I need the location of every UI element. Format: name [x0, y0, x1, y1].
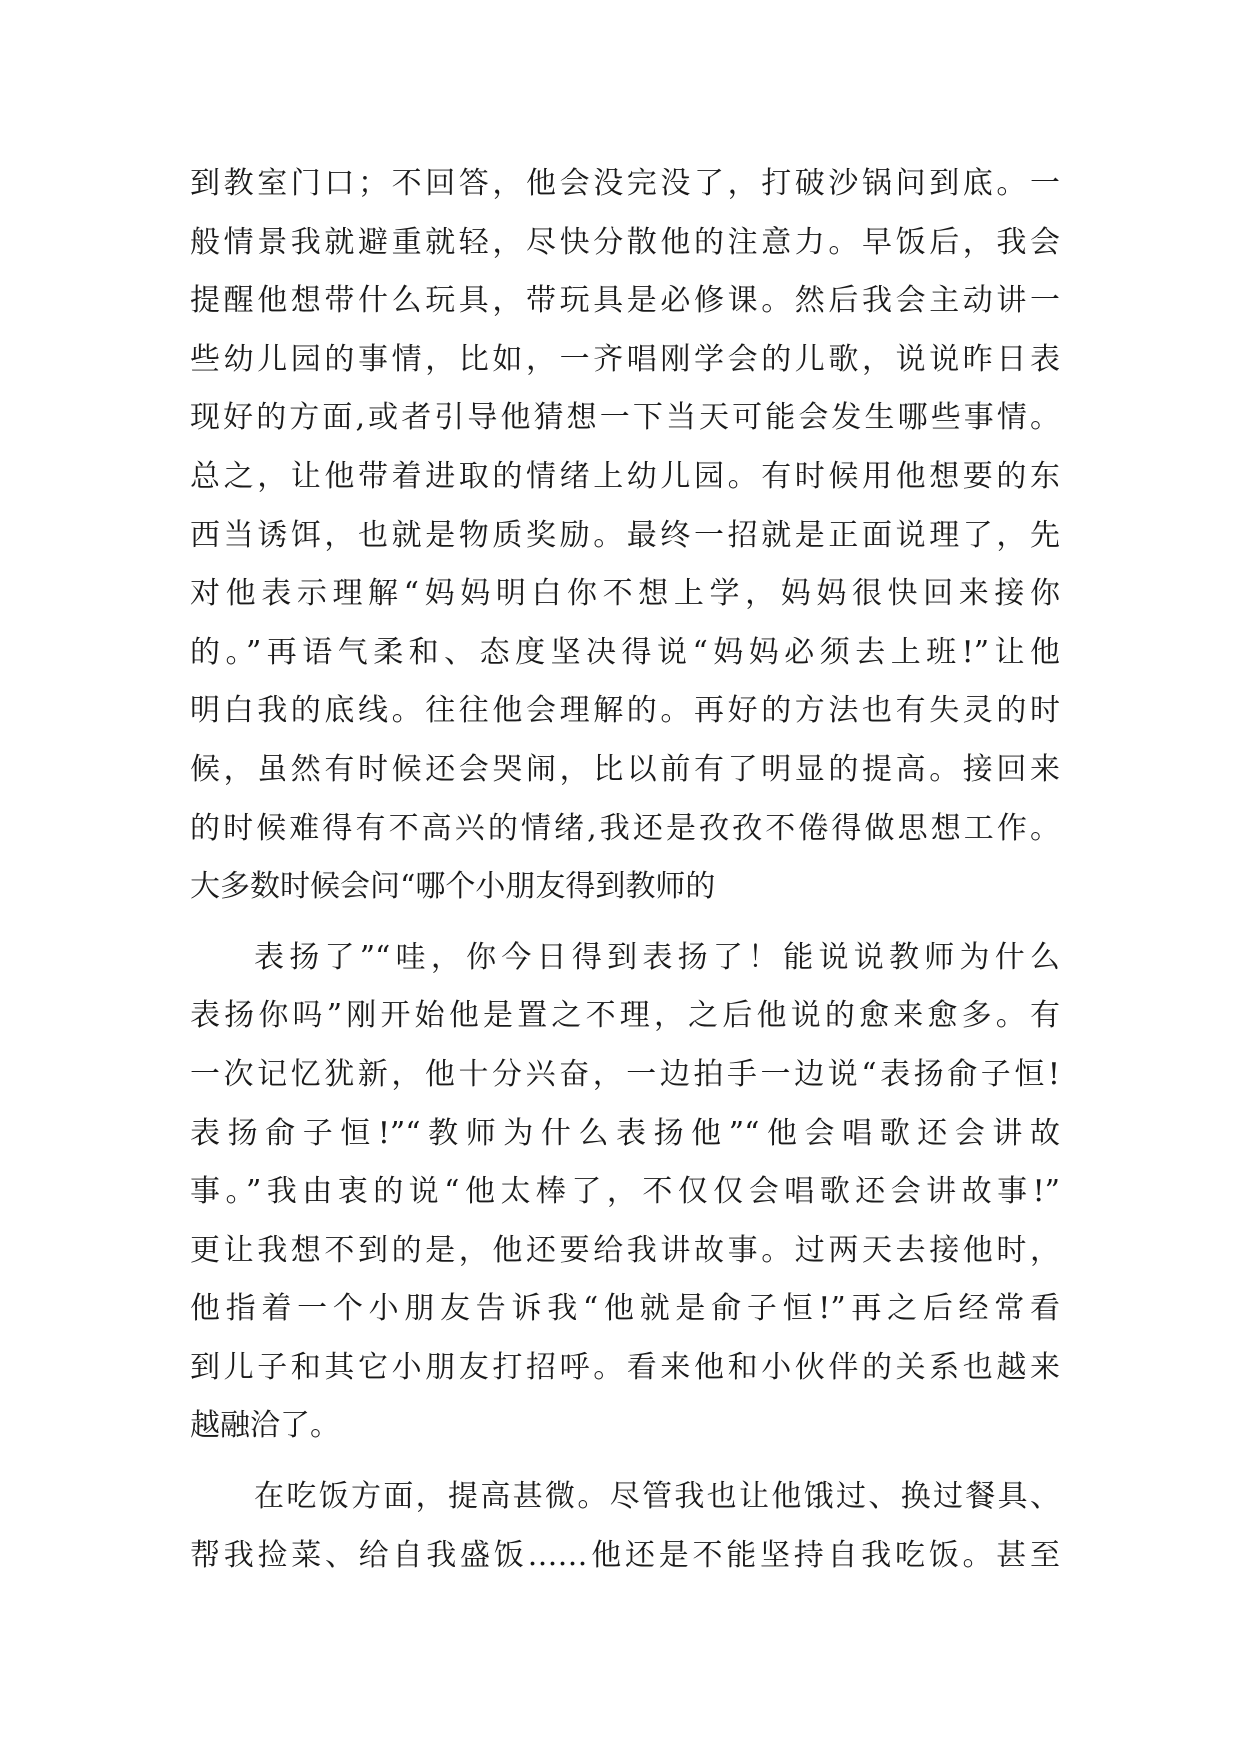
text-line: 西当诱饵，也就是物质奖励。最终一招就是正面说理了，先: [190, 517, 1060, 553]
text-line: 对他表示理解“妈妈明白你不想上学，妈妈很快回来接你: [190, 576, 1060, 612]
paragraph-1: [190, 155, 1060, 917]
text-line: 大多数时候会问“哪个小朋友得到教师的: [190, 869, 716, 905]
text-line: 般情景我就避重就轻，尽快分散他的注意力。早饭后，我会: [190, 224, 1060, 260]
paragraph-3: [190, 1468, 1060, 1585]
text-line: 些幼儿园的事情，比如，一齐唱刚学会的儿歌，说说昨日表: [190, 341, 1060, 377]
text-line: 越融洽了。: [190, 1408, 340, 1444]
paragraph-2: [190, 929, 1060, 1456]
text-line: 到儿子和其它小朋友打招呼。看来他和小伙伴的关系也越来: [190, 1349, 1060, 1385]
text-line: 表扬了”“哇，你今日得到表扬了！能说说教师为什么: [254, 939, 1060, 975]
text-line: 到教室门口；不回答，他会没完没了，打破沙锅问到底。一: [190, 166, 1060, 201]
text-line: 更让我想不到的是，他还要给我讲故事。过两天去接他时，: [190, 1232, 1060, 1268]
text-line: 表扬俞子恒!”“教师为什么表扬他”“他会唱歌还会讲故: [190, 1115, 1060, 1151]
text-line: 明白我的底线。往往他会理解的。再好的方法也有失灵的时: [190, 693, 1060, 729]
text-line: 一次记忆犹新，他十分兴奋，一边拍手一边说“表扬俞子恒!: [190, 1056, 1060, 1092]
text-line: 现好的方面,或者引导他猜想一下当天可能会发生哪些事情。: [190, 400, 1060, 436]
text-line: 表扬你吗”刚开始他是置之不理，之后他说的愈来愈多。有: [190, 998, 1060, 1034]
text-line: 帮我捡菜、给自我盛饭……他还是不能坚持自我吃饭。甚至: [190, 1537, 1060, 1573]
text-line: 他指着一个小朋友告诉我“他就是俞子恒!”再之后经常看: [190, 1291, 1060, 1327]
body-text: [190, 155, 1060, 1585]
text-line: 总之，让他带着进取的情绪上幼儿园。有时候用他想要的东: [190, 458, 1060, 494]
text-line: 的。”再语气柔和、态度坚决得说“妈妈必须去上班!”让他: [190, 634, 1060, 670]
text-line: 候，虽然有时候还会哭闹，比以前有了明显的提高。接回来: [190, 751, 1060, 787]
text-line: 提醒他想带什么玩具，带玩具是必修课。然后我会主动讲一: [190, 283, 1060, 319]
text-line: 在吃饭方面，提高甚微。尽管我也让他饿过、换过餐具、: [254, 1479, 1060, 1515]
text-line: 事。”我由衷的说“他太棒了，不仅仅会唱歌还会讲故事!”: [190, 1174, 1060, 1210]
text-line: 的时候难得有不高兴的情绪,我还是孜孜不倦得做思想工作。: [190, 810, 1060, 846]
